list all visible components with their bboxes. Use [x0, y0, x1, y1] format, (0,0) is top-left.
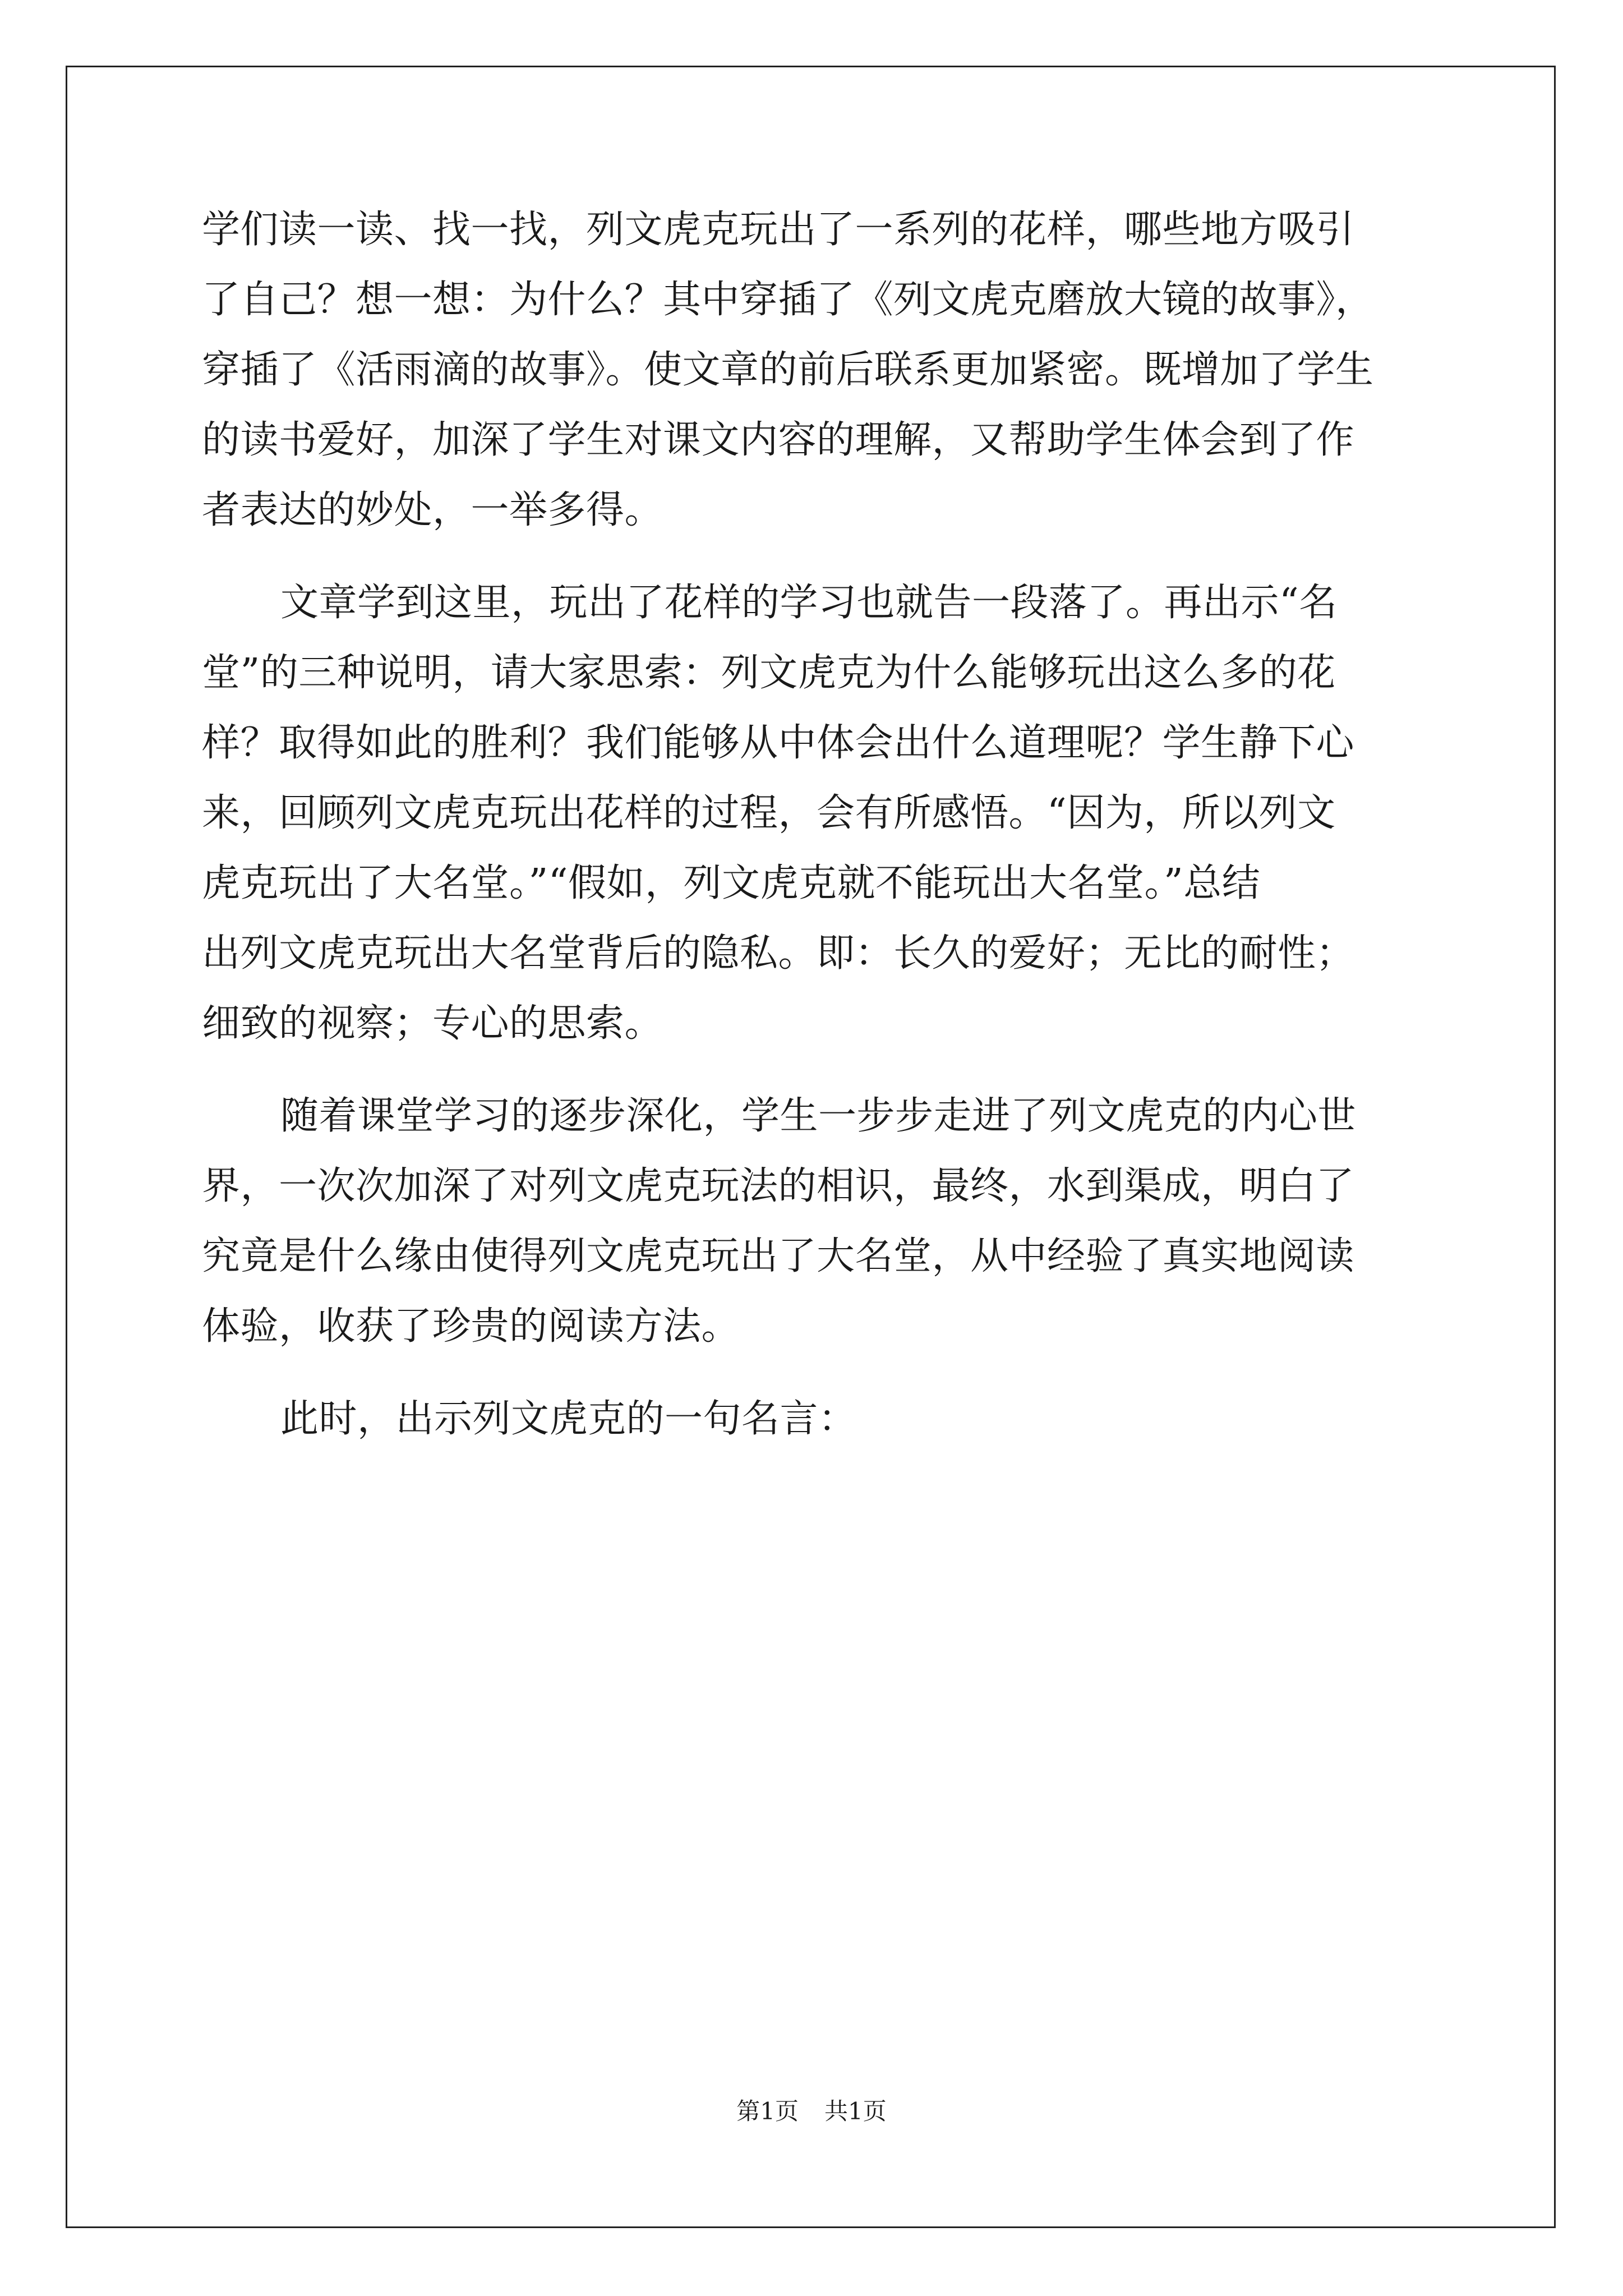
page-number: 第1页 [736, 2097, 799, 2125]
paragraph-first-line: 文章学到这里，玩出了花样的学习也就告一段落了。再出示“名 [280, 581, 1338, 625]
text-line: 的读书爱好，加深了学生对课文内容的理解，又帮助学生体会到了作 [202, 418, 1355, 462]
text-line: 究竟是什么缘由使得列文虎克玩出了大名堂，从中经验了真实地阅读 [202, 1234, 1355, 1278]
text-line: 了自己？想一想：为什么？其中穿插了《列文虎克磨放大镜的故事》， [202, 278, 1374, 322]
text-line: 体验，收获了珍贵的阅读方法。 [202, 1304, 740, 1349]
text-line: 虎克玩出了大名堂。”“假如，列文虎克就不能玩出大名堂。”总结 [202, 861, 1261, 905]
text-line: 细致的视察；专心的思索。 [202, 1001, 663, 1046]
text-line: 穿插了《活雨滴的故事》。使文章的前后联系更加紧密。既增加了学生 [202, 348, 1374, 392]
text-line: 来，回顾列文虎克玩出花样的过程，会有所感悟。“因为，所以列文 [202, 791, 1336, 835]
paragraph-first-line: 随着课堂学习的逐步深化，学生一步步走进了列文虎克的内心世 [280, 1094, 1357, 1138]
text-line: 学们读一读、找一找，列文虎克玩出了一系列的花样，哪些地方吸引 [202, 208, 1355, 252]
text-line: 出列文虎克玩出大名堂背后的隐私。即：长久的爱好；无比的耐性； [202, 931, 1355, 976]
text-line: 样？取得如此的胜利？我们能够从中体会出什么道理呢？学生静下心 [202, 721, 1355, 765]
page-footer [0, 2097, 1623, 2126]
page-total: 共1页 [824, 2097, 887, 2125]
text-line: 界，一次次加深了对列文虎克玩法的相识，最终，水到渠成，明白了 [202, 1164, 1355, 1208]
text-line: 堂”的三种说明，请大家思索：列文虎克为什么能够玩出这么多的花 [202, 651, 1336, 695]
text-line: 者表达的妙处，一举多得。 [202, 488, 663, 532]
paragraph-first-line: 此时，出示列文虎克的一句名言： [280, 1397, 857, 1441]
